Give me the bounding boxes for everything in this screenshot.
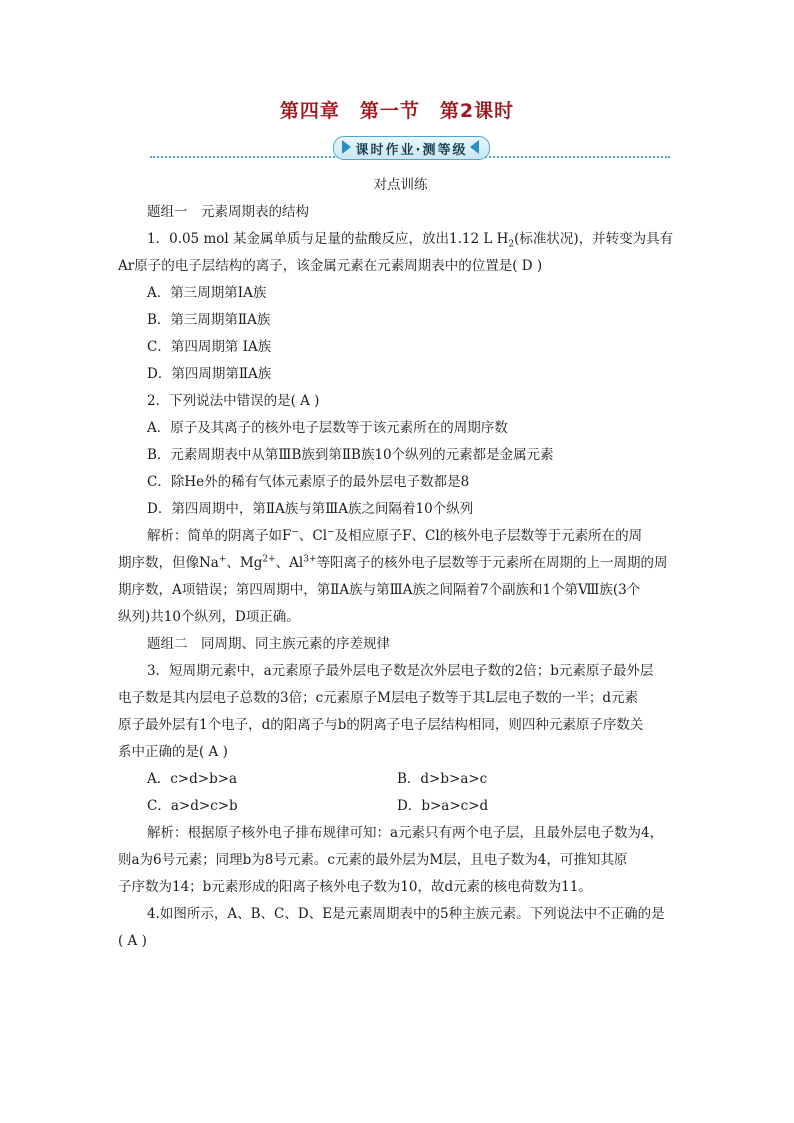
q2-option-c: C．除He外的稀有气体元素原子的最外层电子数都是8 bbox=[147, 474, 470, 490]
title-lesson: 第2课时 bbox=[439, 100, 515, 122]
title-chapter: 第四章 bbox=[279, 100, 340, 122]
q3-analysis-line1: 解析：根据原子核外电子排布规律可知：a元素只有两个电子层，且最外层电子数为4， bbox=[147, 825, 664, 841]
q1-stem-line1: 1．0.05 mol 某金属单质与足量的盐酸反应，放出1.12 L $H_2$(标准状况)，并转变为具有 bbox=[147, 231, 674, 250]
arrow-right-icon bbox=[342, 140, 351, 154]
q1-option-b: B．第三周期第ⅡA族 bbox=[147, 312, 271, 328]
q3-analysis-line2: 则a为6号元素；同理b为8号元素。c元素的最外层为M层，且电子数为4，可推知其原 bbox=[118, 852, 628, 868]
q3-option-c: C．a>d>c>b bbox=[147, 798, 238, 814]
q2-analysis-line3: 期序数，A项错误；第四周期中，第ⅡA族与第ⅢA族之间隔着7个副族和1个第Ⅷ族(3个 bbox=[118, 582, 641, 598]
q1-option-d: D．第四周期第ⅡA族 bbox=[147, 366, 272, 382]
q2-analysis-line2: 期序数，但像Na+、$Mg^{2+}$、$Al^{3+}$等阳离子的核外电子层数等于元素所在周期的上一周期的周 bbox=[118, 554, 668, 571]
q3-options-row1 bbox=[118, 766, 683, 793]
q3-option-b: B．d>b>a>c bbox=[397, 771, 488, 787]
q3-stem-line1: 3．短周期元素中，a元素原子最外层电子数是次外层电子数的2倍；b元素原子最外层 bbox=[147, 663, 654, 679]
title-section: 第一节 bbox=[359, 100, 420, 122]
q4-stem-line1: 4.如图所示，A、B、C、D、E是元素周期表中的5种主族元素。下列说法中不正确的是 bbox=[147, 906, 665, 922]
q2-stem: 2．下列说法中错误的是( A ) bbox=[147, 393, 320, 409]
q3-stem-line4: 系中正确的是( A ) bbox=[118, 744, 228, 760]
q2-option-b: B．元素周期表中从第ⅢB族到第ⅡB族10个纵列的元素都是金属元素 bbox=[147, 447, 554, 463]
q3-stem-line3: 原子最外层有1个电子，d的阳离子与b的阴离子电子层结构相同，则四种元素原子序数关 bbox=[118, 717, 644, 733]
q3-analysis-line3: 子序数为14；b元素形成的阳离子核外电子数为10，故d元素的核电荷数为11。 bbox=[118, 879, 592, 895]
group2-heading: 题组二 同周期、同主族元素的序差规律 bbox=[147, 636, 390, 652]
arrow-left-icon bbox=[470, 140, 479, 154]
page-title bbox=[0, 96, 794, 123]
q1-option-c: C．第四周期第 IA族 bbox=[147, 339, 272, 355]
document-body bbox=[118, 172, 683, 955]
q2-analysis-line1: 解析：简单的阴离子如F−、Cl−及相应原子F、Cl的核外电子层数等于元素所在的周 bbox=[147, 527, 643, 544]
group1-heading: 题组一 元素周期表的结构 bbox=[147, 204, 309, 220]
q3-stem-line2: 电子数是其内层电子总数的3倍；c元素原子M层电子数等于其L层电子数的一半；d元素 bbox=[118, 690, 639, 706]
homework-banner bbox=[150, 136, 670, 162]
q2-option-a: A．原子及其离子的核外电子层数等于该元素所在的周期序数 bbox=[147, 420, 508, 436]
q3-options-row2 bbox=[118, 793, 683, 820]
banner-label: 课时作业·测等级 bbox=[333, 136, 490, 160]
q2-option-d: D．第四周期中，第ⅡA族与第ⅢA族之间隔着10个纵列 bbox=[147, 501, 474, 517]
q1-option-a: A．第三周期第ⅠA族 bbox=[147, 285, 267, 301]
q3-option-d: D．b>a>c>d bbox=[397, 798, 489, 814]
q3-option-a: A．c>d>b>a bbox=[147, 771, 238, 787]
q1-stem-line2: Ar原子的电子层结构的离子，该金属元素在元素周期表中的位置是( D ) bbox=[118, 258, 543, 274]
q4-stem-line2: ( A ) bbox=[118, 933, 147, 949]
section-heading: 对点训练 bbox=[373, 177, 428, 193]
q2-analysis-line4: 纵列)共10个纵列，D项正确。 bbox=[118, 609, 300, 625]
